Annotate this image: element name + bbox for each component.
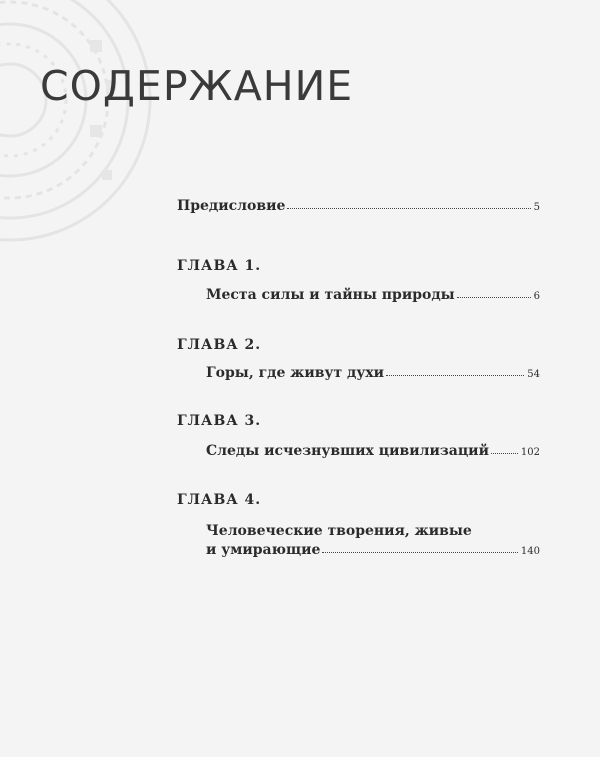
toc-entry-label: Следы исчезнувших цивилизаций: [206, 443, 489, 459]
page-number: 5: [533, 202, 540, 213]
toc-entry-label-line-2: и умирающие: [206, 542, 321, 558]
page-number: 140: [520, 546, 540, 557]
dot-leader: [287, 207, 530, 209]
dot-leader: [491, 452, 518, 454]
toc-entry-label: Места силы и тайны природы: [206, 287, 455, 303]
page-number: 6: [533, 291, 540, 302]
dot-leader: [386, 374, 524, 376]
chapter-heading: ГЛАВА 1.: [177, 258, 262, 274]
chapter-heading: ГЛАВА 4.: [177, 492, 262, 508]
decorative-mandala-ornament: [0, 0, 160, 260]
dot-leader: [322, 551, 517, 553]
toc-entry-label: Горы, где живут духи: [206, 365, 385, 381]
toc-entry-chapter-4[interactable]: [206, 521, 540, 558]
toc-entry-label: Предисловие: [177, 198, 286, 214]
toc-entry-preface[interactable]: [177, 198, 540, 214]
chapter-heading: ГЛАВА 2.: [177, 337, 262, 353]
toc-entry-line-2: [206, 542, 540, 558]
toc-entry-chapter-2[interactable]: [206, 365, 540, 381]
page-number: 102: [520, 447, 540, 458]
page-number: 54: [527, 369, 540, 380]
toc-entry-chapter-1[interactable]: [206, 287, 540, 303]
toc-entry-chapter-3[interactable]: [206, 443, 540, 459]
toc-entry-label-line-1: Человеческие творения, живые: [206, 523, 472, 539]
page-title: СОДЕРЖАНИЕ: [40, 62, 354, 110]
dot-leader: [457, 296, 531, 298]
chapter-heading: ГЛАВА 3.: [177, 413, 262, 429]
